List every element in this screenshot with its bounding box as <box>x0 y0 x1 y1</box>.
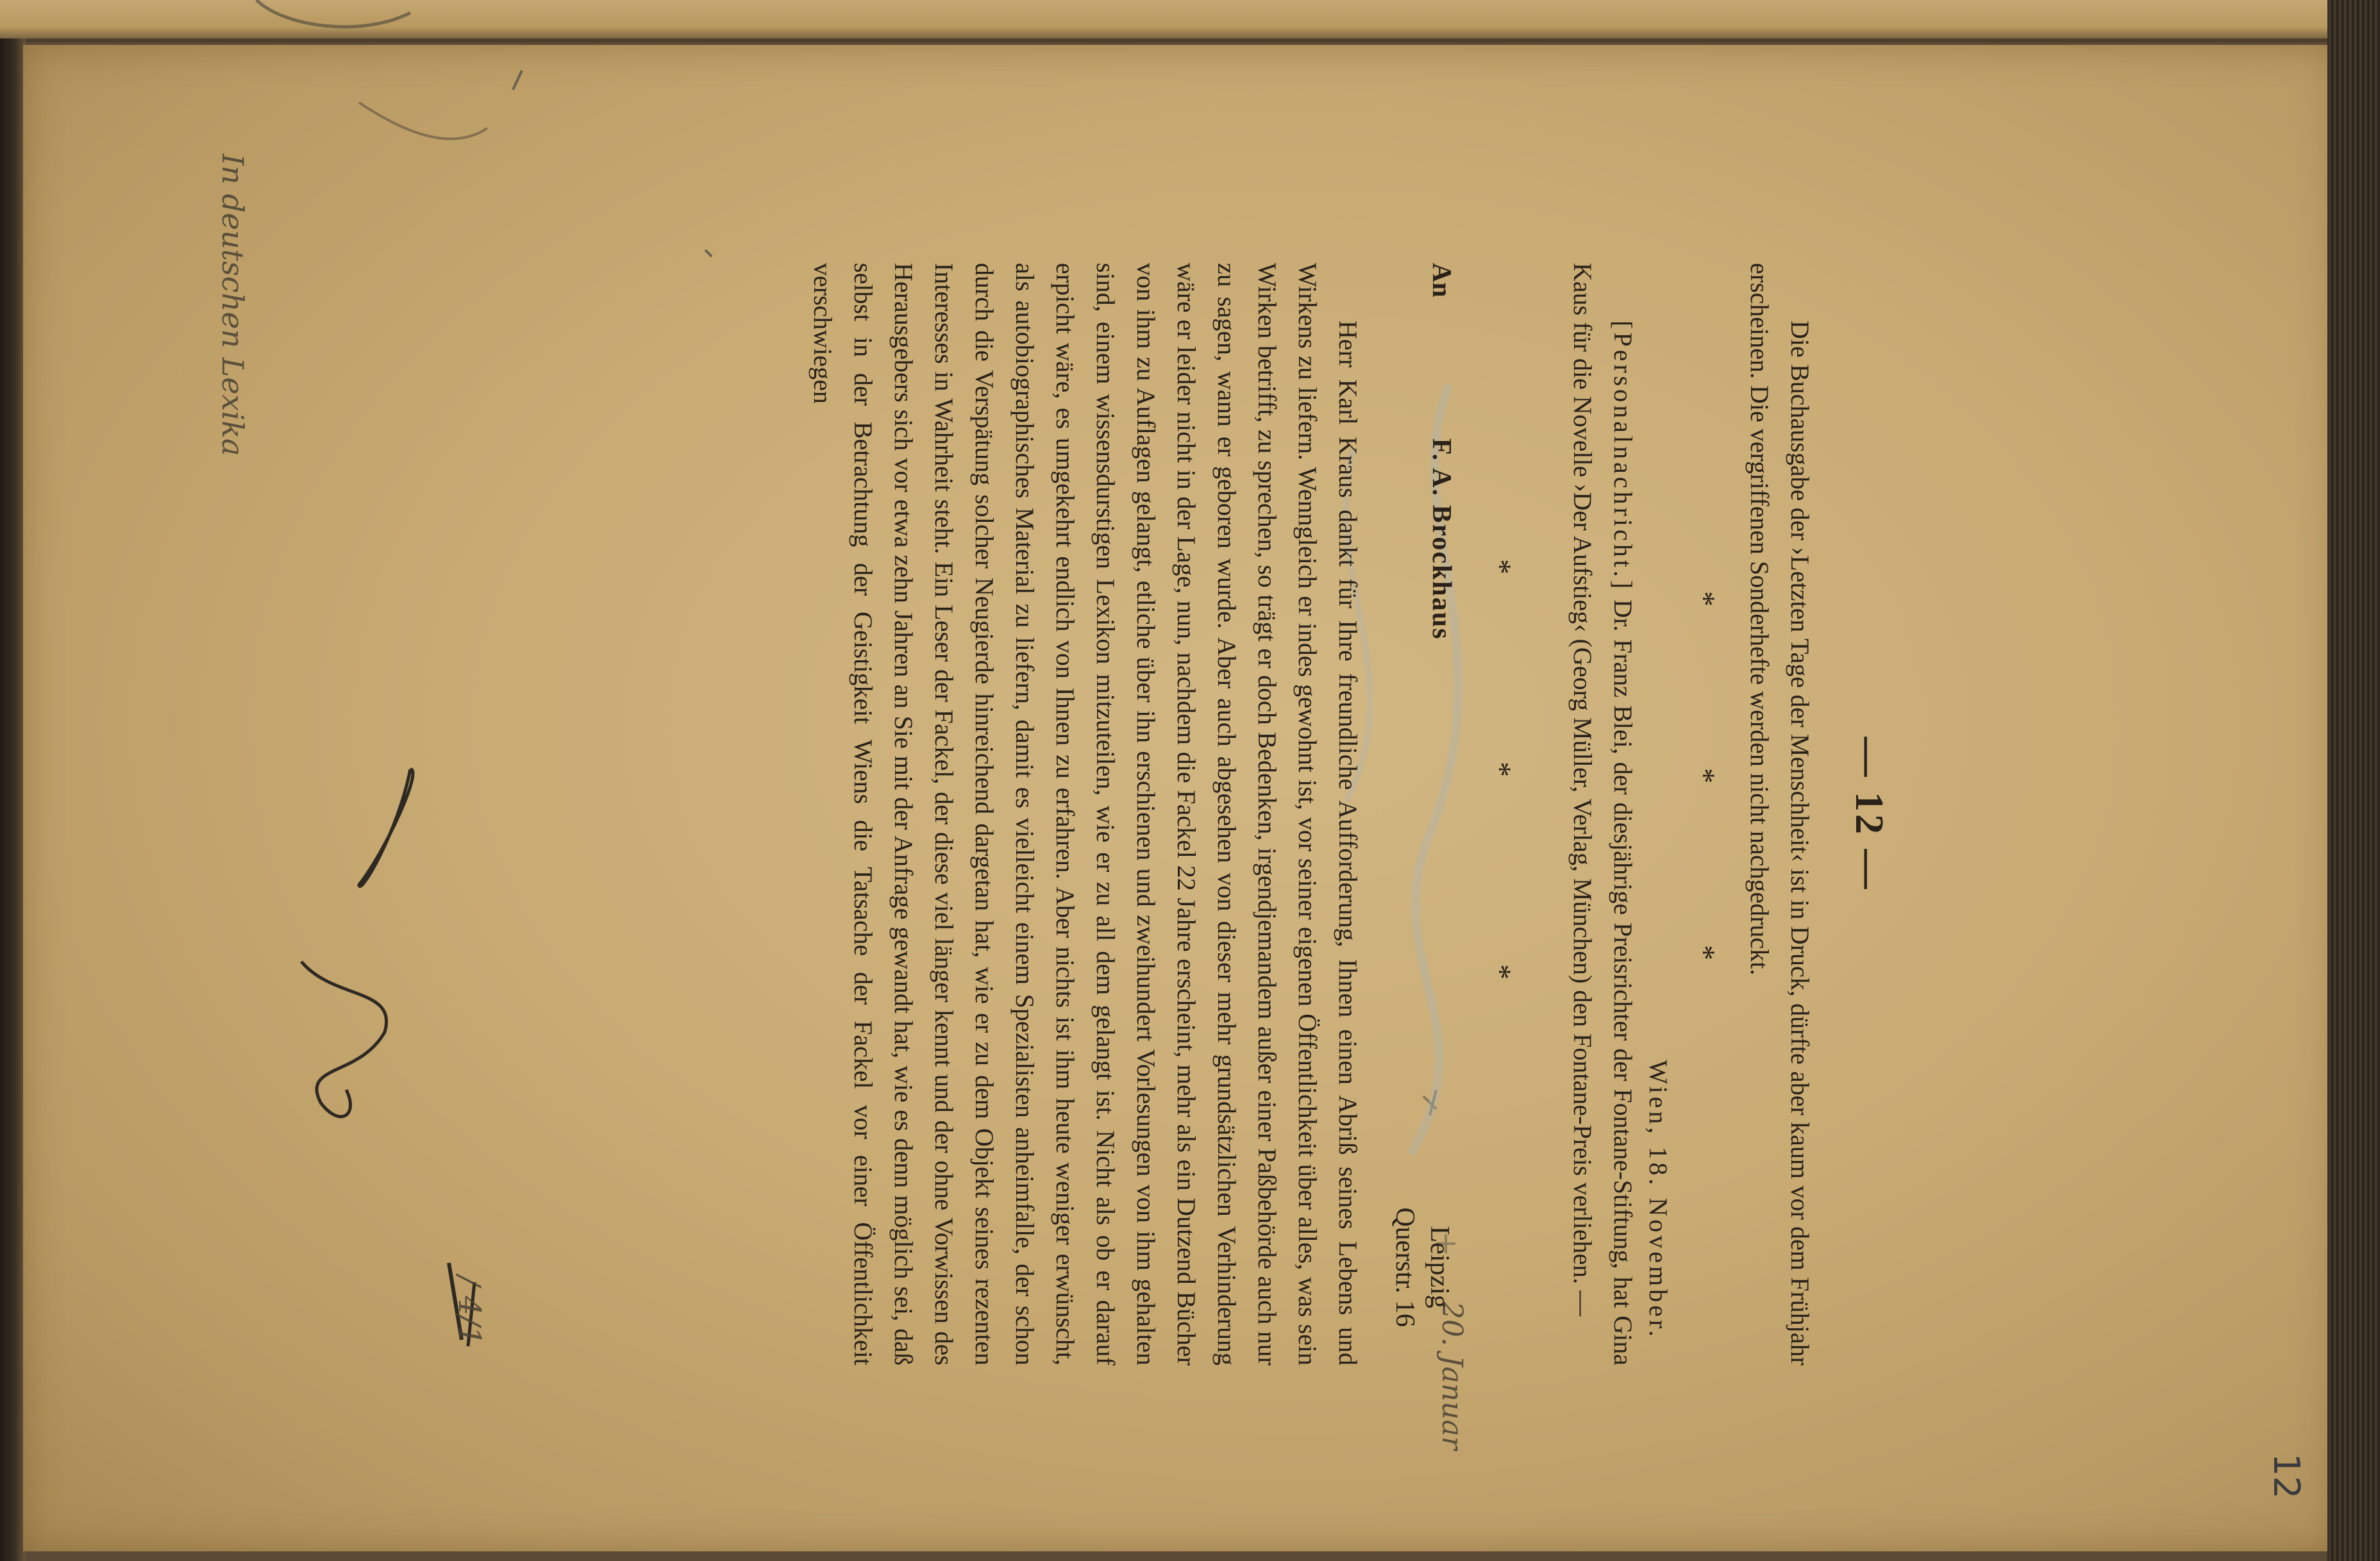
personalnachricht-text: Dr. Franz Blei, der diesjährige Preisrichter der Fontane-Stiftung, hat Gina Kaus für die Novelle ›Der Aufstieg‹ (Georg Müller, Verlag, München) den Fontane-Preis verliehen. — <box>1568 263 1638 1365</box>
address-to: An <box>1427 263 1456 297</box>
section-divider-2: * * * <box>1483 559 1517 1069</box>
margin-note-fraction: / 4/1 <box>451 1276 487 1346</box>
printed-text-block <box>449 263 1891 1365</box>
address-name: F. A. Brockhaus <box>1427 438 1456 640</box>
address-city: Leipzig <box>1425 1226 1454 1308</box>
paragraph-personalnachricht <box>1563 263 1643 1365</box>
address-block <box>1387 263 1457 1365</box>
margin-note-date: 20. Januar <box>1436 1301 1468 1450</box>
personalnachricht-label: [Personalnachricht.] <box>1609 321 1638 592</box>
dateline: Wien, 18. November. <box>1644 1060 1673 1340</box>
section-divider: * * * <box>1687 591 1721 1037</box>
address-location <box>1387 1207 1457 1327</box>
paragraph-buchausgabe: Die Buchausgabe der ›Letzten Tage der Menschheit‹ ist in Druck, dürfte aber kaum vor dem Frühjahr erscheinen. Die vergriffenen Sonderhefte werden nicht nachgedruckt. <box>1745 263 1814 1365</box>
letter-body: Herr Karl Kraus dankt für Ihre freundliche Aufforderung, Ihnen einen Abriß seines Lebens und Wirkens zu liefern. Wenngleich er indes gewohnt ist, vor seiner eigenen Öffentlichkeit über alles, was sein Wirken betrifft, zu sprechen, so trägt er doch Bedenken, irgendjemandem außer einer Paßbehörde auch nur zu sagen, wann er geboren wurde. Aber auch abgesehen von dieser mehr grundsätzlichen Verhinderung wäre er leider nicht in der Lage, nun, nachdem die Fackel 22 Jahre erscheint, mehr als ein Dutzend Bücher von ihm zu Auflagen gelangt, etliche über ihn erschienen und zweihundert Vorlesungen von ihm gehalten sind, einem wissensdurstigen Lexikon mitzuteilen, wie er zu all dem gelangt ist. Nicht als ob er darauf erpicht wäre, es umgekehrt endlich von Ihnen zu erfahren. Aber nichts ist ihm heute weniger erwünscht, als autobiographisches Material zu liefern, damit es vielleicht einem Spezialisten anheimfalle, der schon durch die Verspätung solcher Neugierde hinreichend dargetan hat, wie er zu dem Objekt seines rezenten Interesses in Wahrheit steht. Ein Leser der Fackel, der diese viel länger kennt und der ohne Vorwissen des Herausgebers sich vor etwa zehn Jahren an Sie mit der Anfrage gewandt hat, wie es denn möglich sei, daß selbst in der Betrachtung der Geistigkeit Wiens die Tatsache der Fackel vor einer Öffentlichkeit verschwiegen <box>809 263 1362 1365</box>
printed-page-number: — 12 — <box>1847 737 1891 892</box>
margin-note-lexika: In deutschen Lexika <box>215 154 250 456</box>
address-street: Querstr. 16 <box>1390 1207 1420 1327</box>
archive-page-number: 12 <box>2265 1453 2308 1499</box>
